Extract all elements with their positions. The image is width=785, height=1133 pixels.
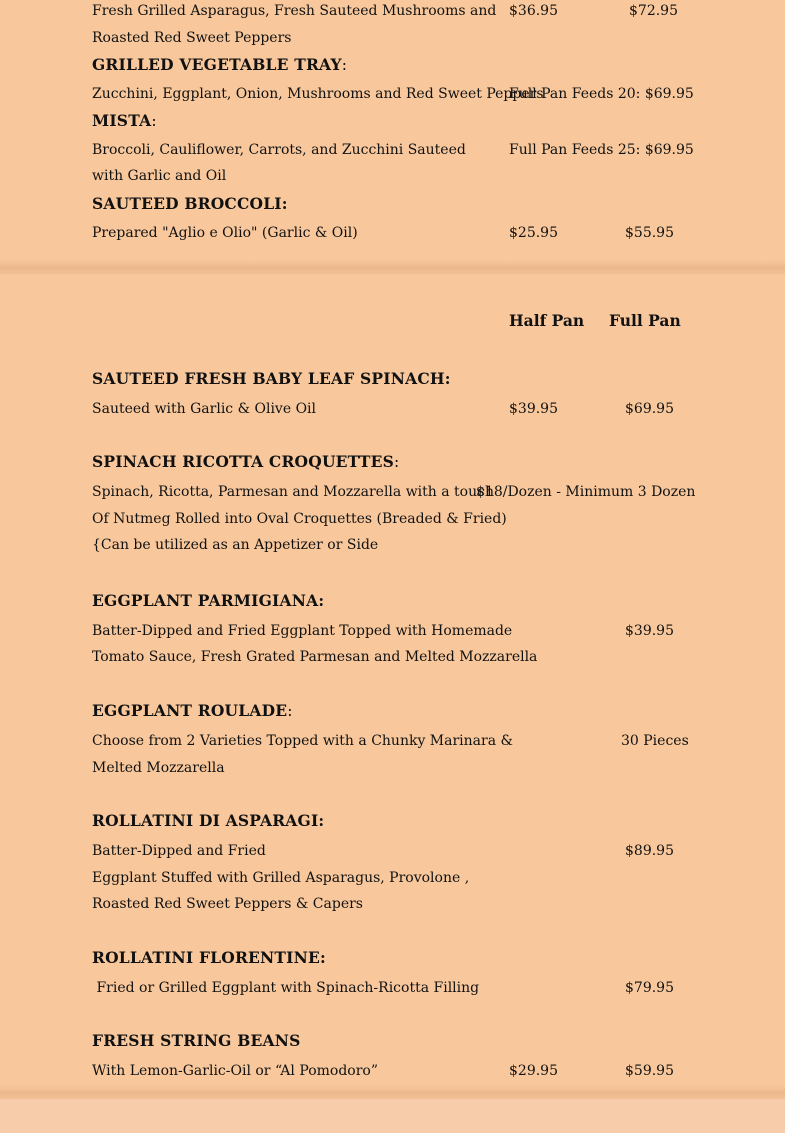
section-divider-bottom <box>0 1085 785 1099</box>
rollatini-asparagi-title: ROLLATINI DI ASPARAGI: <box>92 811 325 830</box>
rollatini-florentine-title: ROLLATINI FLORENTINE: <box>92 948 326 967</box>
croquettes-title: SPINACH RICOTTA CROQUETTES: <box>92 452 400 471</box>
grilled-vegetable-tray-title: GRILLED VEGETABLE TRAY: <box>92 55 348 74</box>
string-beans-full-price: $59.95 <box>625 1063 674 1079</box>
rollatini-asparagi-description-line2: Eggplant Stuffed with Grilled Asparagus, Provolone , <box>92 870 470 886</box>
sauteed-broccoli-description: Prepared "Aglio e Olio" (Garlic & Oil) <box>92 225 358 241</box>
string-beans-description: With Lemon-Garlic-Oil or “Al Pomodoro” <box>92 1063 378 1079</box>
eggplant-parmigiana-description: Batter-Dipped and Fried Eggplant Topped with Homemade <box>92 623 513 639</box>
croquettes-description: Spinach, Ricotta, Parmesan and Mozzarella with a touch <box>92 484 494 500</box>
sauteed-broccoli-half-price: $25.95 <box>509 225 558 241</box>
eggplant-parmigiana-description-line2: Tomato Sauce, Fresh Grated Parmesan and Melted Mozzarella <box>92 649 538 665</box>
sauteed-broccoli-title: SAUTEED BROCCOLI: <box>92 194 288 213</box>
eggplant-roulade-description: Choose from 2 Varieties Topped with a Chunky Marinara & <box>92 733 513 749</box>
rollatini-florentine-description: Fried or Grilled Eggplant with Spinach-Ricotta Filling <box>92 980 480 996</box>
string-beans-half-price: $29.95 <box>509 1063 558 1079</box>
mista-price: Full Pan Feeds 25: $69.95 <box>509 142 694 158</box>
eggplant-parmigiana-title: EGGPLANT PARMIGIANA: <box>92 591 325 610</box>
asparagus-description: Fresh Grilled Asparagus, Fresh Sauteed Mushrooms and <box>92 3 497 19</box>
croquettes-description-line2: Of Nutmeg Rolled into Oval Croquettes (Breaded & Fried) <box>92 511 507 527</box>
sauteed-spinach-half-price: $39.95 <box>509 401 558 417</box>
sauteed-spinach-title: SAUTEED FRESH BABY LEAF SPINACH: <box>92 369 451 388</box>
sauteed-spinach-full-price: $69.95 <box>625 401 674 417</box>
grilled-vegetable-tray-description: Zucchini, Eggplant, Onion, Mushrooms and Red Sweet Peppers <box>92 86 544 102</box>
asparagus-full-price: $72.95 <box>629 3 678 19</box>
asparagus-description-line2: Roasted Red Sweet Peppers <box>92 30 292 46</box>
eggplant-roulade-title: EGGPLANT ROULADE: <box>92 701 293 720</box>
full-pan-header: Full Pan <box>609 311 681 330</box>
croquettes-price: $18/Dozen - Minimum 3 Dozen <box>476 484 696 500</box>
eggplant-parmigiana-full-price: $39.95 <box>625 623 674 639</box>
grilled-vegetable-tray-price: Full Pan Feeds 20: $69.95 <box>509 86 694 102</box>
string-beans-title: FRESH STRING BEANS <box>92 1031 301 1050</box>
mista-title: MISTA: <box>92 111 157 130</box>
sauteed-broccoli-full-price: $55.95 <box>625 225 674 241</box>
croquettes-description-line3: {Can be utilized as an Appetizer or Side <box>92 537 379 553</box>
eggplant-roulade-price: 30 Pieces <box>621 733 689 749</box>
rollatini-asparagi-full-price: $89.95 <box>625 843 674 859</box>
rollatini-florentine-full-price: $79.95 <box>625 980 674 996</box>
asparagus-half-price: $36.95 <box>509 3 558 19</box>
mista-description-line2: with Garlic and Oil <box>92 168 227 184</box>
mista-description: Broccoli, Cauliflower, Carrots, and Zucchini Sauteed <box>92 142 466 158</box>
rollatini-asparagi-description: Batter-Dipped and Fried <box>92 843 266 859</box>
section-divider <box>0 260 785 274</box>
next-section-background <box>0 1099 785 1133</box>
half-pan-header: Half Pan <box>509 311 585 330</box>
rollatini-asparagi-description-line3: Roasted Red Sweet Peppers & Capers <box>92 896 363 912</box>
eggplant-roulade-description-line2: Melted Mozzarella <box>92 760 225 776</box>
sauteed-spinach-description: Sauteed with Garlic & Olive Oil <box>92 401 317 417</box>
